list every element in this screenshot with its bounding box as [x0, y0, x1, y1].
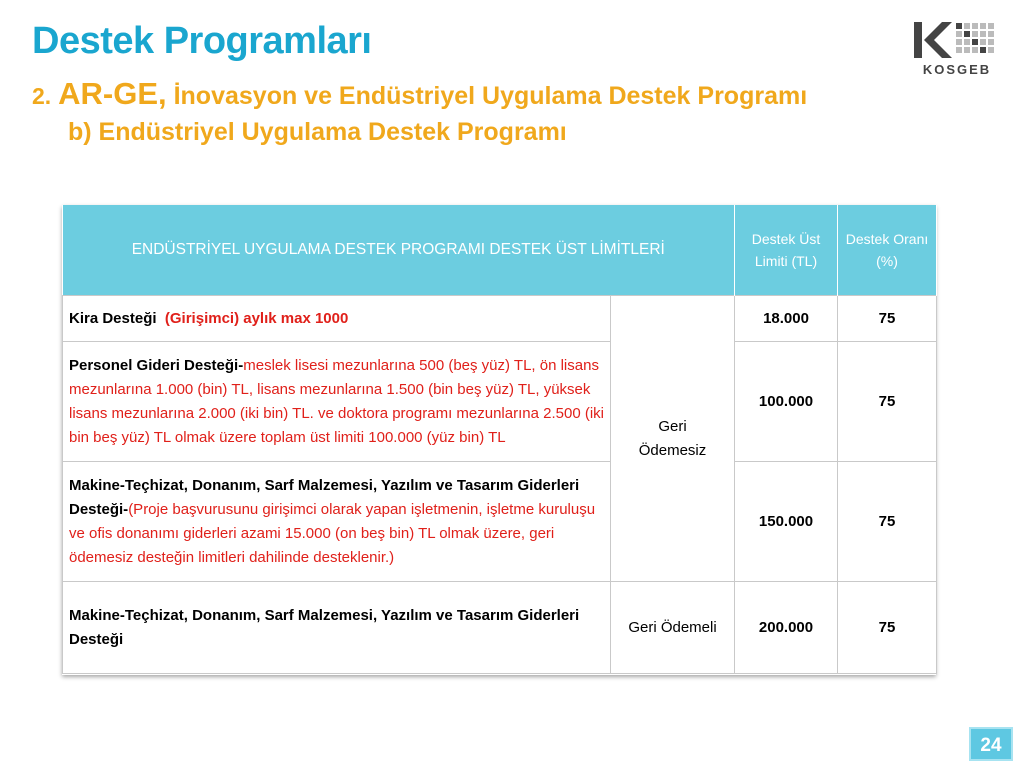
section-subtitle: b) Endüstriyel Uygulama Destek Programı	[68, 118, 567, 146]
page-title: Destek Programları	[32, 20, 372, 62]
table-header-row	[63, 205, 937, 296]
row-description	[63, 582, 611, 674]
row-limit: 150.000	[735, 462, 838, 582]
table-row	[63, 342, 937, 462]
subtitle-text: İnovasyon ve Endüstriyel Uygulama Destek Programı	[166, 82, 808, 110]
row-description	[63, 462, 611, 582]
subtitle-highlight: AR-GE,	[58, 76, 167, 111]
kosgeb-logo	[912, 20, 1002, 84]
table-row	[63, 582, 937, 674]
row-rate: 75	[838, 462, 937, 582]
row-limit: 100.000	[735, 342, 838, 462]
header-main: ENDÜSTRİYEL UYGULAMA DESTEK PROGRAMI DESTEK ÜST LİMİTLERİ	[63, 205, 735, 296]
row-limit: 18.000	[735, 296, 838, 342]
row-detail: meslek lisesi mezunlarına 500 (beş yüz) TL, ön lisans mezunlarına 1.000 (bin) TL, lisans mezunlarına 1.500 (bin beş yüz) TL, yüksek lisans mezunlarına 2.000 (iki bin) TL. ve doktora programı mezunlarına 2.500 (iki bin beş yüz) TL olmak üzere toplam üst limiti 100.000 (yüz bin) TL	[69, 356, 604, 446]
row-label: Kira Desteği	[69, 309, 157, 327]
row-label: Makine-Teçhizat, Donanım, Sarf Malzemesi, Yazılım ve Tasarım Giderleri Desteği	[69, 606, 580, 648]
group-repayable: Geri Ödemeli	[611, 582, 735, 674]
table-row	[63, 462, 937, 582]
row-detail: (Girişimci) aylık max 1000	[164, 309, 349, 327]
kosgeb-logo-icon	[912, 20, 1002, 60]
row-limit: 200.000	[735, 582, 838, 674]
row-rate: 75	[838, 342, 937, 462]
row-detail: (Proje başvurusunu girişimci olarak yapan işletmenin, işletme kuruluşu ve ofis donanımı giderleri azami 15.000 (on beş bin) TL olmak üzere, geri ödemesiz desteğin limitleri dahilinde desteklenir.)	[69, 500, 596, 566]
row-rate: 75	[838, 296, 937, 342]
row-rate: 75	[838, 582, 937, 674]
support-limits-table	[62, 205, 937, 674]
row-label: Personel Gideri Desteği-	[69, 356, 244, 374]
row-label: Makine-Teçhizat, Donanım, Sarf Malzemesi, Yazılım ve Tasarım Giderleri Desteği-	[69, 476, 580, 518]
table-row	[63, 296, 937, 342]
page-number-badge: 24	[969, 727, 1013, 761]
support-limits-table-container	[62, 205, 936, 675]
logo-text: KOSGEB	[922, 62, 992, 77]
group-label: Geri Ödemesiz	[638, 417, 707, 459]
header-limit: Destek Üst Limiti (TL)	[735, 205, 838, 296]
program-subtitle	[32, 76, 807, 112]
group-nonrepayable	[611, 296, 735, 582]
row-description	[63, 296, 611, 342]
header-rate: Destek Oranı (%)	[838, 205, 937, 296]
row-description	[63, 342, 611, 462]
subtitle-number: 2.	[32, 83, 52, 109]
